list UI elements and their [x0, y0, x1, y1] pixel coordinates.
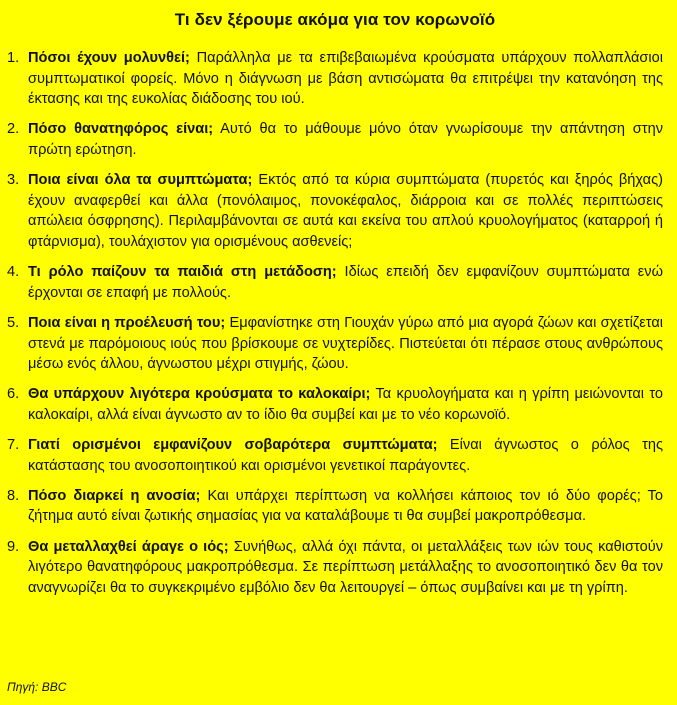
item-number: 3.: [7, 172, 20, 189]
item-body: [28, 170, 663, 252]
item-body: [28, 537, 663, 599]
item-question: Πόσο διαρκεί η ανοσία;: [28, 487, 201, 504]
list-item: [7, 119, 663, 160]
list-item: [7, 384, 663, 425]
item-text: Ιδίως επειδή δεν εμφανίζουν συμπτώματα ενώ έρχονται σε επαφή με πολλούς.: [28, 264, 663, 301]
list-item: [7, 170, 663, 252]
item-number: 9.: [7, 538, 20, 555]
list-item: [7, 313, 663, 375]
item-text: Τα κρυολογήματα και η γρίπη μειώνονται το καλοκαίρι, αλλά είναι άγνωστο αν το ίδιο θα συμβεί και με το νέο κορωνοϊό.: [28, 386, 663, 423]
item-question: Πόσο θανατηφόρος είναι;: [28, 121, 214, 138]
item-question: Ποια είναι όλα τα συμπτώματα;: [28, 172, 253, 189]
item-body: [28, 119, 663, 160]
item-question: Πόσοι έχουν μολυνθεί;: [28, 50, 190, 66]
item-number: 5.: [7, 314, 20, 331]
item-body: [28, 486, 663, 527]
item-text: Συνήθως, αλλά όχι πάντα, οι μεταλλάξεις των ιών τους καθιστούν λιγότερο θανατηφόρους μακροπρόθεσμα. Σε περίπτωση μετάλλαξης το ανοσοποιητικό δεν θα τον αναγνωρίζει θα το συγκεκριμένο εμβόλιο δεν θα λειτουργεί – όπως συμβαίνει και με τη γρίπη.: [28, 538, 663, 596]
item-body: [28, 435, 663, 476]
document-title: Τι δεν ξέρουμε ακόμα για τον κορωνοϊό: [174, 10, 496, 29]
item-text: Εμφανίστηκε στη Γιουχάν γύρω από μια αγορά ζώων και σχετίζεται στενά με παρόμοιους ιούς που βρίσκουμε σε νυχτερίδες. Πιστεύεται ότι πέρασε στους ανθρώπους μέσω ενός άλλου, άγνωστου μέχρι στιγμής, ζώου.: [28, 314, 664, 373]
item-number: 2.: [7, 121, 20, 138]
item-number: 6.: [7, 386, 20, 403]
item-number: 7.: [7, 437, 20, 454]
item-body: [28, 313, 663, 375]
list-item: [7, 486, 663, 527]
questions-list: [7, 48, 663, 598]
list-item: [7, 48, 663, 110]
item-text: Και υπάρχει περίπτωση να κολλήσει κάποιος τον ιό δύο φορές; Το ζήτημα αυτό είναι ζωτικής σημασίας για να καταλάβουμε τι θα συμβεί μακροπρόθεσμα.: [28, 487, 663, 525]
list-item: [7, 537, 663, 599]
item-question: Θα υπάρχουν λιγότερα κρούσματα το καλοκαίρι;: [28, 386, 371, 403]
item-text: Παράλληλα με τα επιβεβαιωμένα κρούσματα υπάρχουν πολλαπλάσιοι συμπτωματικοί φορείς. Μόνο η διάγνωση με βάση αντισώματα θα επιτρέψει την κατανόηση της έκτασης και της ευκολίας διάδοσης του ιού.: [28, 50, 663, 108]
item-body: [28, 384, 663, 425]
item-number: 8.: [7, 487, 20, 504]
source-caption: Πηγή: BBC: [7, 680, 67, 694]
item-question: Τι ρόλο παίζουν τα παιδιά στη μετάδοση;: [28, 264, 337, 281]
item-question: Γιατί ορισμένοι εμφανίζουν σοβαρότερα συμπτώματα;: [28, 437, 438, 454]
item-number: 4.: [7, 264, 20, 281]
item-question: Θα μεταλλαχθεί άραγε ο ιός;: [28, 538, 229, 555]
list-item: [7, 262, 663, 303]
item-text: Είναι άγνωστος ο ρόλος της κατάστασης του ανοσοποιητικού και ορισμένοι γενετικοί παράγοντες.: [28, 437, 663, 474]
item-text: Εκτός από τα κύρια συμπτώματα (πυρετός και ξηρός βήχας) έχουν αναφερθεί και άλλα (πονόλαιμος, πονοκέφαλος, διάρροια και σε πολλές περιπτώσεις απώλεια όσφρησης). Περιλαμβάνονται σε αυτά και εκείνα του απλού κρυολογήματος (καταρροή ή φτάρνισμα), τουλάχιστον για ορισμένους ασθενείς;: [28, 172, 664, 250]
item-text: Αυτό θα το μάθουμε μόνο όταν γνωρίσουμε την απάντηση στην πρώτη ερώτηση.: [28, 121, 663, 158]
item-body: [28, 48, 663, 110]
item-body: [28, 262, 663, 303]
item-question: Ποια είναι η προέλευσή του;: [28, 314, 226, 331]
item-number: 1.: [7, 50, 20, 66]
list-item: [7, 435, 663, 476]
